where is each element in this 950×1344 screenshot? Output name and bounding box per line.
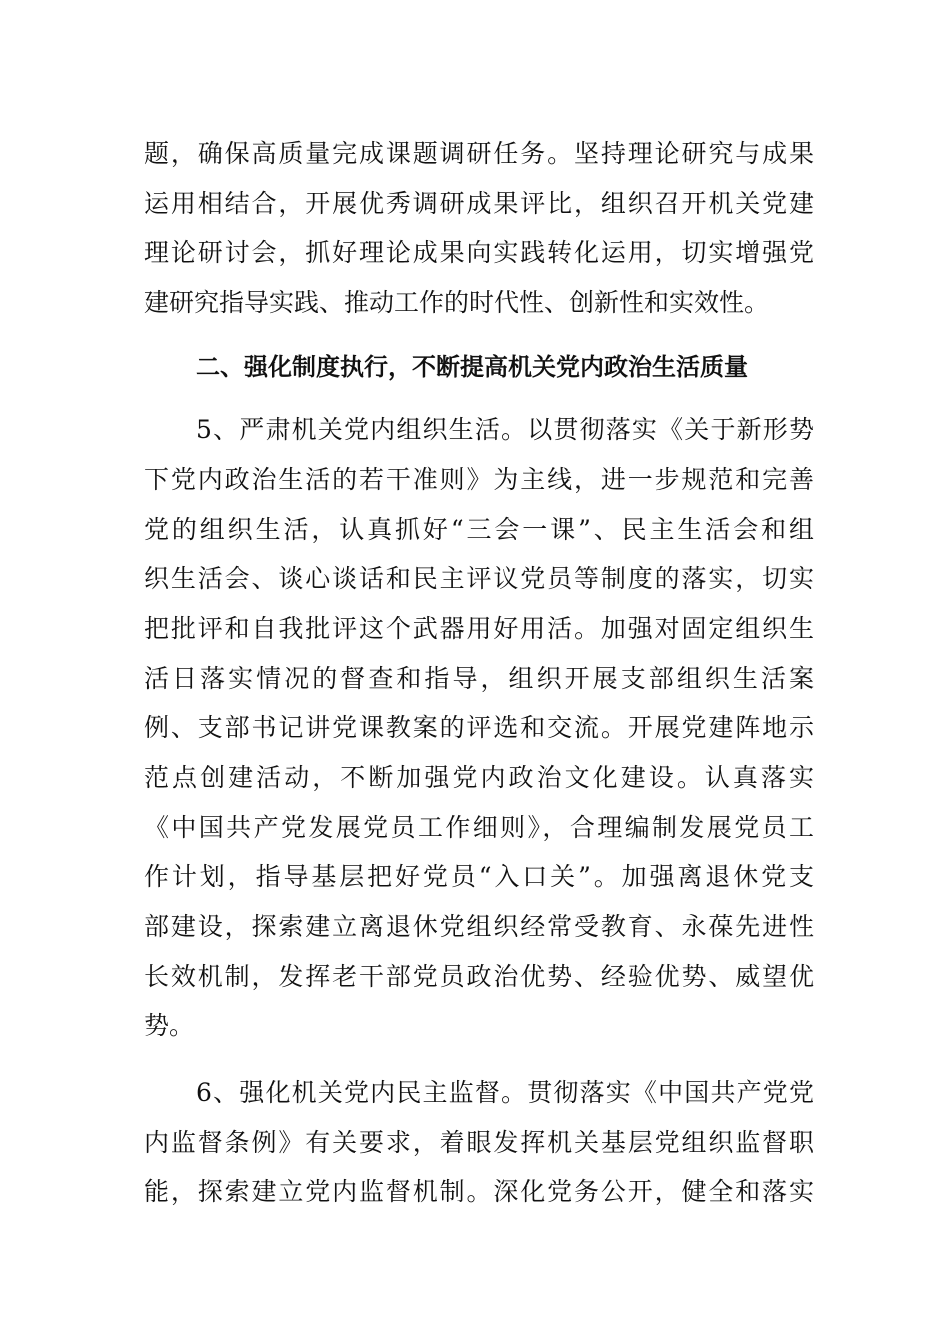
section-heading: 二、强化制度执行，不断提高机关党内政治生活质量 (196, 353, 748, 381)
paragraph-line: 织生活会、谈心谈话和民主评议党员等制度的落实，切实 (144, 564, 814, 593)
paragraph-line: 题，确保高质量完成课题调研任务。坚持理论研究与成果 (144, 139, 814, 168)
paragraph-line: 长效机制，发挥老干部党员政治优势、经验优势、威望优 (144, 962, 814, 991)
paragraph-line: 《中国共产党发展党员工作细则》，合理编制发展党员工 (144, 813, 814, 842)
paragraph-line: 能，探索建立党内监督机制。深化党务公开，健全和落实 (144, 1177, 814, 1206)
paragraph-line: 理论研讨会，抓好理论成果向实践转化运用，切实增强党 (144, 238, 814, 267)
paragraph-line: 作计划，指导基层把好党员“入口关”。加强离退休党支 (144, 862, 814, 891)
paragraph-line: 范点创建活动，不断加强党内政治文化建设。认真落实 (144, 763, 814, 792)
paragraph-line: 党的组织生活，认真抓好“三会一课”、民主生活会和组 (144, 515, 814, 544)
paragraph-line: 例、支部书记讲党课教案的评选和交流。开展党建阵地示 (144, 713, 814, 742)
paragraph-line: 部建设，探索建立离退休党组织经常受教育、永葆先进性 (144, 912, 814, 941)
paragraph-line: 5、严肃机关党内组织生活。以贯彻落实《关于新形势 (196, 415, 814, 444)
paragraph-line: 下党内政治生活的若干准则》为主线，进一步规范和完善 (144, 465, 814, 494)
paragraph-line: 运用相结合，开展优秀调研成果评比，组织召开机关党建 (144, 189, 814, 218)
paragraph-line: 把批评和自我批评这个武器用好用活。加强对固定组织生 (144, 614, 814, 643)
paragraph-line: 建研究指导实践、推动工作的时代性、创新性和实效性。 (144, 288, 770, 317)
paragraph-line: 势。 (144, 1011, 195, 1040)
paragraph-line: 内监督条例》有关要求，着眼发挥机关基层党组织监督职 (144, 1128, 814, 1157)
paragraph-line: 6、强化机关党内民主监督。贯彻落实《中国共产党党 (196, 1078, 814, 1107)
paragraph-line: 活日落实情况的督查和指导，组织开展支部组织生活案 (144, 664, 814, 693)
